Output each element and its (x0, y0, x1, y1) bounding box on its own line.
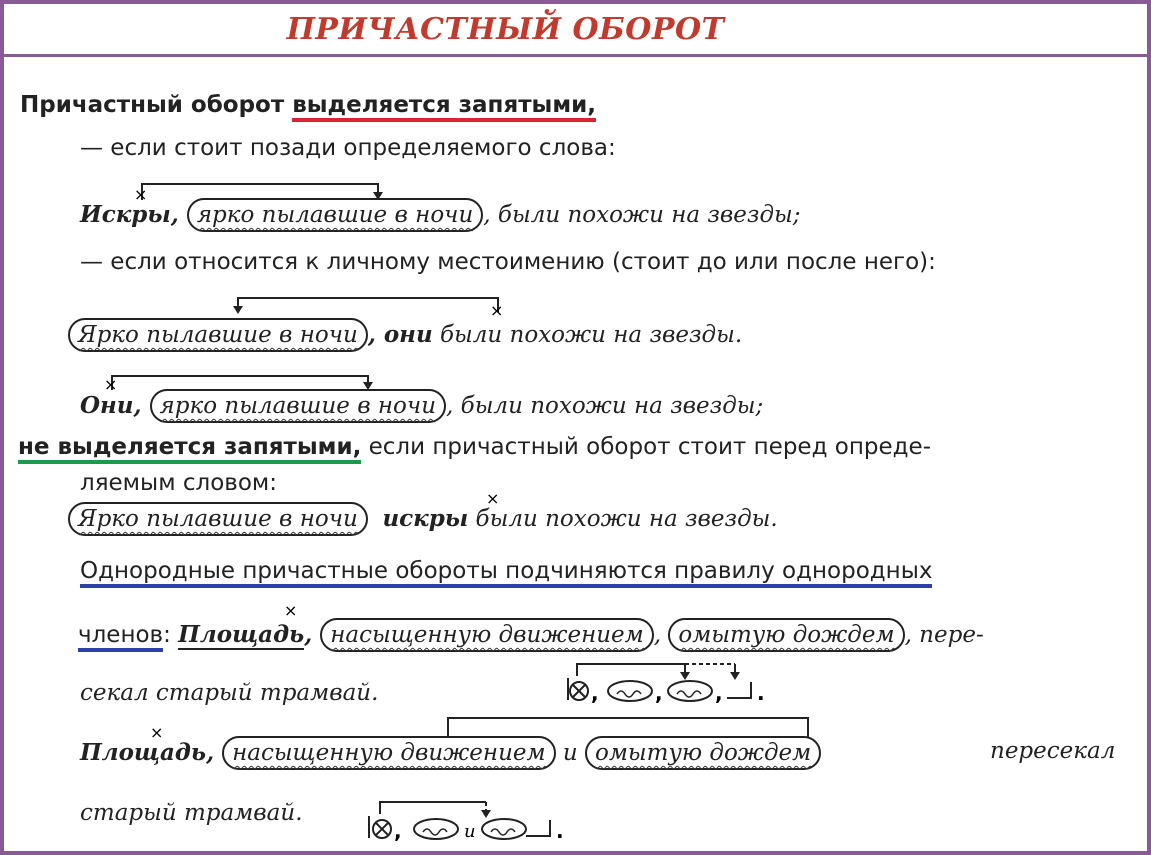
case1-text: — если стоит позади определяемого слова: (80, 135, 616, 161)
ex1-phrase: ярко пылавшие в ночи (187, 198, 483, 232)
ex6-tail: пересекал (990, 738, 1116, 764)
case2-text: — если относится к личному местоимению (стоит до или после него): (80, 249, 936, 275)
arrow-connector-2 (228, 292, 518, 318)
ex1-rest: , были похожи на звезды; (483, 202, 801, 228)
rule3-line2: членов: Площадь, насыщенную движением , омытую дождем , пере- (78, 618, 984, 652)
svg-text:,: , (655, 681, 663, 705)
rule3-members: членов (78, 622, 163, 652)
svg-text:×: × (284, 601, 298, 620)
title-bar (4, 4, 1147, 57)
svg-text:×: × (490, 301, 504, 318)
rule3-line1 (80, 556, 932, 586)
ex6-line2: старый трамвай. (80, 800, 303, 826)
ex5-word: Площадь (178, 621, 305, 648)
schema-2-diagram (366, 796, 586, 848)
ex6-phrase-1: насыщенную движением (222, 736, 556, 770)
ex5-phrase-1: насыщенную движением (320, 618, 654, 652)
rule1-lead: Причастный оборот (20, 92, 293, 118)
example-4 (68, 502, 778, 536)
example-6: Площадь, насыщенную движением и омытую дождем (80, 736, 821, 770)
svg-text:×: × (486, 489, 500, 508)
ex5-line2: секал старый трамвай. (80, 680, 379, 706)
ex4-rest: были похожи на звезды. (468, 506, 778, 532)
example-1: Искры, ярко пылавшие в ночи , были похожи на звезды; (80, 198, 801, 232)
schema-1-diagram (565, 658, 785, 710)
svg-text:×: × (150, 723, 164, 742)
svg-text:.: . (556, 819, 564, 843)
ex1-word: Искры (80, 201, 171, 228)
rule2-line (18, 432, 931, 462)
ex3-rest: , были похожи на звезды; (446, 393, 764, 419)
rule2-line2: ляемым словом: (80, 470, 278, 496)
ex4-phrase: Ярко пылавшие в ночи (68, 502, 368, 536)
svg-text:,: , (715, 681, 723, 705)
ex3-phrase: ярко пылавшие в ночи (150, 389, 446, 423)
rule1-line (20, 90, 596, 120)
rule1-highlight: выделяется запятыми, (292, 92, 596, 122)
ex4-cross-mark (484, 488, 504, 508)
ex2-phrase: Ярко пылавшие в ночи (68, 318, 368, 352)
rule2-text: если причастный оборот стоит перед опреде- (361, 434, 931, 460)
page-title: ПРИЧАСТНЫЙ ОБОРОТ (286, 11, 725, 47)
ex4-word: искры (382, 505, 469, 532)
svg-text:,: , (394, 819, 402, 843)
ex2-word: они (383, 321, 433, 348)
example-3: Они, ярко пылавшие в ночи , были похожи на звезды; (80, 389, 763, 423)
ex5-cross-mark (282, 600, 302, 620)
ex6-and: и (555, 740, 586, 766)
ex5-phrase-2: омытую дождем (668, 618, 904, 652)
ex6-phrase-2: омытую дождем (585, 736, 821, 770)
example-2: Ярко пылавшие в ночи , они были похожи на звезды. (68, 318, 742, 352)
rule2-highlight: не выделяется запятыми, (18, 434, 361, 464)
svg-text:×: × (134, 185, 148, 204)
ex5-tail: , пере- (904, 622, 984, 648)
ex2-rest: были похожи на звезды. (432, 322, 743, 348)
ex6-word: Площадь (80, 739, 207, 766)
schema2-and: и (464, 821, 476, 842)
rule3-text: Однородные причастные обороты подчиняются правилу однородных (80, 558, 932, 588)
svg-text:×: × (104, 375, 118, 394)
svg-text:,: , (591, 681, 599, 705)
svg-text:.: . (757, 681, 765, 705)
ex3-word: Они (80, 392, 134, 419)
